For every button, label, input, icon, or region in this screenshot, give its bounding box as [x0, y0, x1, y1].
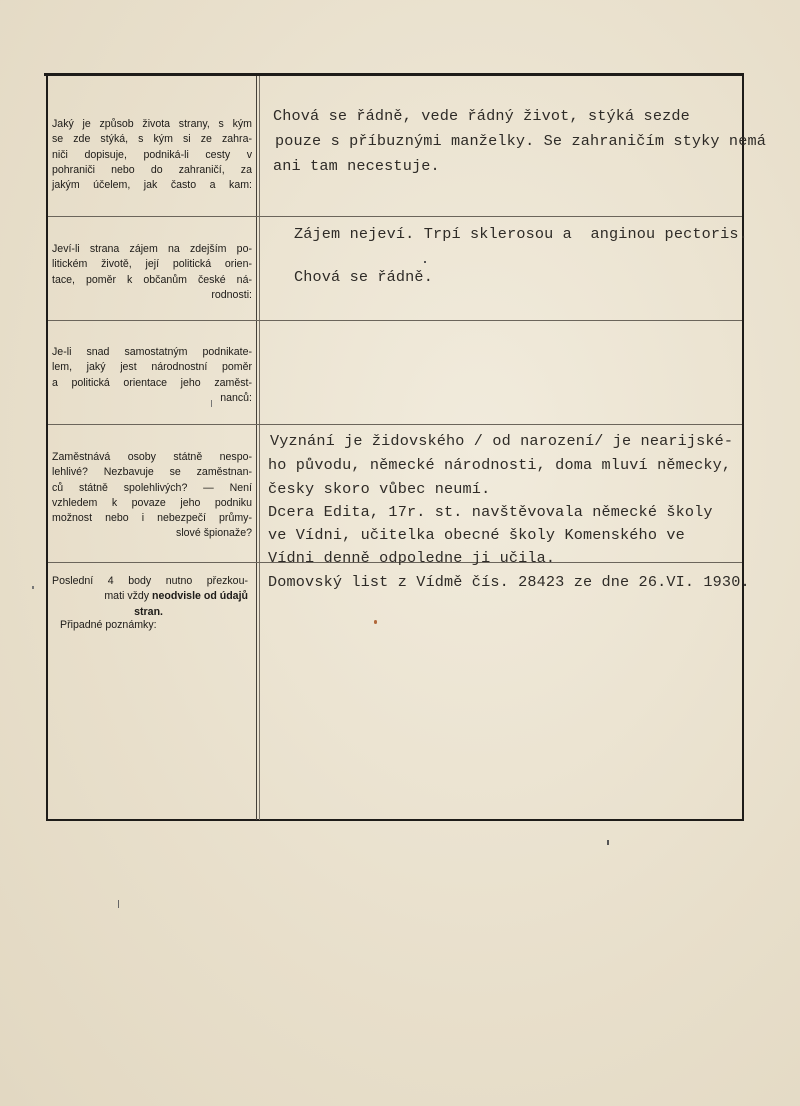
answer-line: Chová se řádně, vede řádný život, stýká sezde — [273, 107, 690, 125]
question-verification-note — [52, 574, 248, 620]
question-line: tace, poměr k občanům české ná- — [52, 273, 252, 286]
question-line: Zaměstnává osoby státně nespo- — [52, 451, 252, 463]
question-line: se zde stýká, s kým si ze zahra- — [52, 133, 252, 146]
bottom-rule — [46, 819, 744, 821]
answer-line: Chová se řádně. — [294, 268, 433, 286]
question-lifestyle — [52, 117, 252, 193]
remarks-label — [60, 618, 260, 633]
question-line: Je-li snad samostatným podnikate- — [52, 346, 252, 358]
question-line: Poslední 4 body nutno přezkou- — [52, 575, 248, 587]
column-divider — [256, 76, 257, 820]
question-line: Jeví-li strana zájem na zdejším po- — [52, 243, 252, 255]
question-line: pohraniči nebo do zahraničí, za — [52, 163, 252, 176]
question-line: a politická orientace jeho zaměst- — [52, 376, 252, 389]
question-emphasis: stran. — [134, 605, 163, 618]
question-line: možnost nebo i nebezpečí průmy- — [52, 512, 252, 525]
question-line: nanců: — [220, 391, 252, 404]
row-separator — [48, 216, 742, 217]
question-line: Jaký je způsob života strany, s kým — [52, 118, 252, 130]
question-emphasis: neodvisle od údajů — [152, 590, 248, 603]
row-separator — [48, 320, 742, 321]
answer-line: ve Vídni, učitelka obecné školy Komenského ve — [268, 526, 685, 544]
question-line: lehlivé? Nezbavuje se zaměstnan- — [52, 466, 252, 479]
ink-speck — [607, 840, 609, 845]
answer-line: Vyznání je židovského / od narození/ je nearijské- — [270, 432, 734, 450]
question-line: vzhledem k povaze jeho podniku — [52, 496, 252, 509]
right-border — [742, 74, 744, 821]
question-text: mati vždy — [104, 590, 153, 603]
question-line: jakým účelem, jak často a kam: — [52, 179, 252, 192]
top-rule — [44, 73, 744, 76]
answer-line: Vídni denně odpoledne ji učila. — [268, 549, 556, 567]
ink-speck — [211, 400, 212, 407]
ink-speck — [374, 620, 377, 624]
question-employees — [52, 450, 252, 542]
question-line: niči dopisuje, podniká-li cesty v — [52, 148, 252, 161]
left-border — [46, 74, 48, 821]
answer-line: Zájem nejeví. Trpí sklerosou a anginou pectoris. — [294, 225, 748, 243]
answer-line: Domovský list z Vídmě čís. 28423 ze dne 26.VI. 1930. — [268, 573, 750, 591]
ink-speck — [424, 261, 426, 263]
question-political-interest — [52, 242, 252, 303]
answer-line: ho původu, německé národnosti, doma mluví německy, — [268, 456, 732, 474]
question-entrepreneur — [52, 345, 252, 406]
answer-line: Dcera Edita, 17r. st. navštěvovala německé školy — [268, 503, 713, 521]
question-line — [52, 589, 248, 604]
question-line: slové špionaže? — [176, 527, 252, 540]
question-line: ců státně spolehlivých? — Není — [52, 481, 252, 494]
column-divider-2 — [259, 76, 260, 820]
answer-line: česky skoro vůbec neumí. — [268, 480, 491, 498]
question-line: Připadné poznámky: — [60, 619, 157, 631]
row-separator — [48, 424, 742, 425]
answer-line: pouze s příbuznými manželky. Se zahraničím styky nemá — [275, 132, 766, 150]
question-line: litickém životě, její politická orien- — [52, 258, 252, 271]
question-line: rodnosti: — [211, 288, 252, 301]
ink-speck — [118, 900, 119, 908]
question-line: lem, jaký jest národnostní poměr — [52, 361, 252, 374]
ink-speck — [32, 586, 34, 589]
answer-line: ani tam necestuje. — [273, 157, 440, 175]
